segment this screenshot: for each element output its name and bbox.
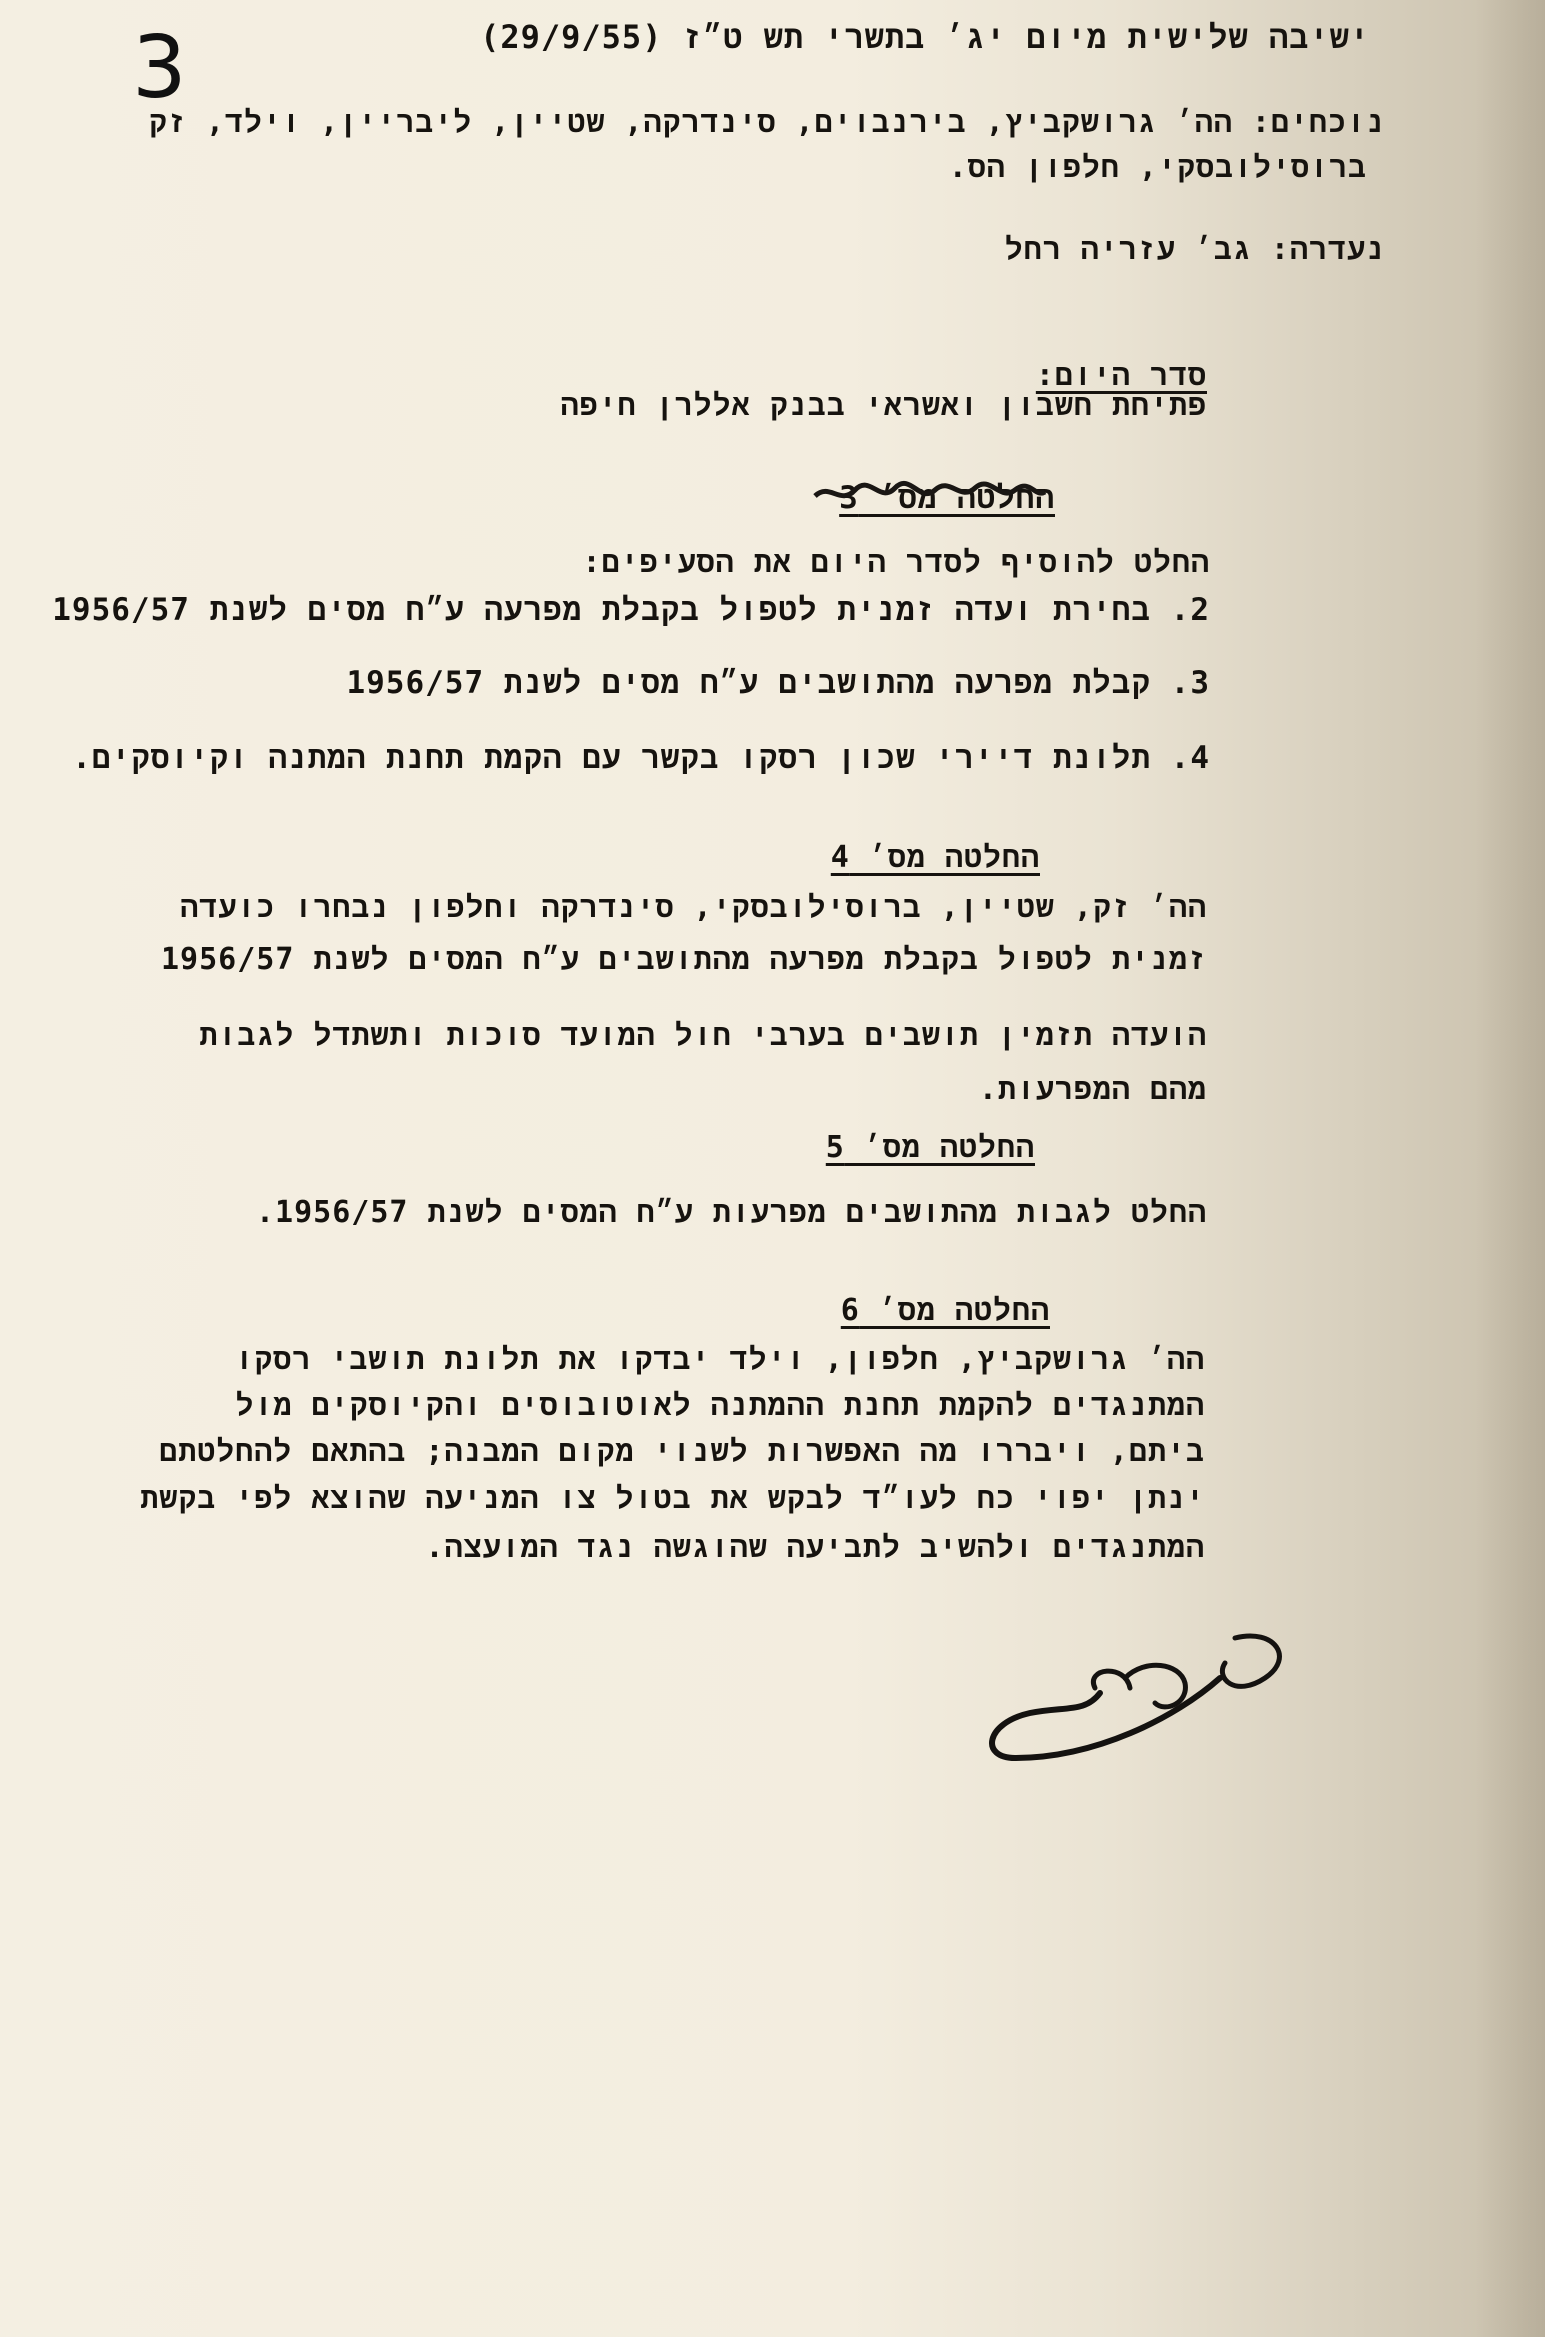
agenda-item: פתיחת חשבון ואשראי בבנק אללרן חיפה <box>560 388 1207 423</box>
resolution-3-item-3: 3. קבלת מפרעה מהתושבים ע״ח מסים לשנת 1956/57 <box>346 665 1210 701</box>
page-number: 3 <box>132 18 187 118</box>
absent-line: נעדרה: גב׳ עזריה רחל <box>1004 232 1385 267</box>
resolution-5-line-1: החלט לגבות מהתושבים מפרעות ע״ח המסים לשנת 1956/57. <box>255 1195 1207 1230</box>
present-line-1: נוכחים: הה׳ גרושקביץ, בירנבוים, סינדרקה, שטיין, ליבריין, וילד, זק <box>148 105 1385 140</box>
present-line-2: ברוסילובסקי, חלפון הס. <box>948 150 1367 185</box>
resolution-4-line-2: זמנית לטפול בקבלת מפרעה מהתושבים ע״ח המסים לשנת 1956/57 <box>160 942 1207 977</box>
handwritten-correction-scribble <box>810 478 1050 508</box>
paper-fold-shadow <box>1475 0 1545 2337</box>
handwritten-signature <box>975 1618 1295 1778</box>
resolution-6-line-5: המתנגדים ולהשיב לתביעה שהוגשה נגד המועצה. <box>425 1530 1205 1565</box>
resolution-6-line-2: המתנגדים להקמת תחנת ההמתנה לאוטובוסים והקיוסקים מול <box>235 1388 1205 1423</box>
resolution-3-item-4: 4. תלונת דיירי שכון רסקו בקשר עם הקמת תחנת המתנה וקיוסקים. <box>72 740 1210 776</box>
resolution-4-heading: החלטה מס׳ 4 <box>830 840 1040 875</box>
resolution-3-item-2: 2. בחירת ועדה זמנית לטפול בקבלת מפרעה ע״ח מסים לשנת 1956/57 <box>52 592 1210 628</box>
resolution-6-line-4: ינתן יפוי כח לעו״ד לבקש את בטול צו המניעה שהוצא לפי בקשת <box>140 1481 1205 1516</box>
resolution-6-heading: החלטה מס׳ 6 <box>840 1293 1050 1328</box>
resolution-3-intro: החלט להוסיף לסדר היום את הסעיפים: <box>582 545 1210 580</box>
resolution-5-heading: החלטה מס׳ 5 <box>825 1130 1035 1165</box>
resolution-4-line-1: הה׳ זק, שטיין, ברוסילובסקי, סינדרקה וחלפון נבחרו כועדה <box>180 890 1207 925</box>
resolution-4-line-4: מהם המפרעות. <box>978 1072 1207 1107</box>
resolution-6-line-1: הה׳ גרושקביץ, חלפון, וילד יבדקו את תלונת תושבי רסקו <box>235 1342 1205 1377</box>
session-title: ישיבה שלישית מיום יג׳ בתשרי תש ט״ז (29/9/55) <box>480 18 1370 56</box>
resolution-6-line-3: ביתם, ויבררו מה האפשרות לשנוי מקום המבנה; בהתאם להחלטתם <box>159 1434 1205 1469</box>
resolution-3-heading: החלטה מס׳ 3 <box>839 480 1055 516</box>
resolution-4-line-3: הועדה תזמין תושבים בערבי חול המועד סוכות ותשתדל לגבות <box>199 1018 1207 1053</box>
agenda-heading: סדר היום: <box>1035 358 1207 393</box>
